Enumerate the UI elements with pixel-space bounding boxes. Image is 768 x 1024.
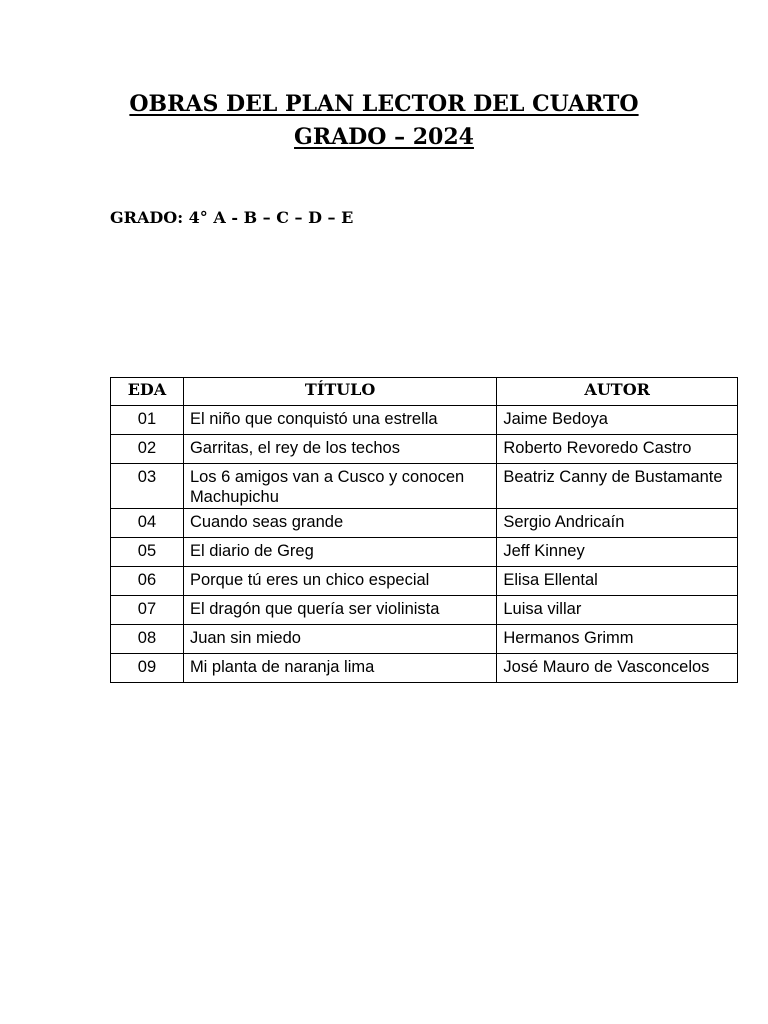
table-row bbox=[111, 567, 738, 596]
cell-titulo: El diario de Greg bbox=[183, 538, 496, 567]
table-row bbox=[111, 435, 738, 464]
grade-label: GRADO: 4° A - B – C – D – E bbox=[110, 208, 354, 227]
cell-autor: José Mauro de Vasconcelos bbox=[497, 654, 738, 683]
cell-autor: Sergio Andricaín bbox=[497, 509, 738, 538]
cell-eda: 04 bbox=[111, 509, 184, 538]
cell-titulo: Cuando seas grande bbox=[183, 509, 496, 538]
reading-plan-table bbox=[110, 377, 738, 683]
column-header-eda: EDA bbox=[111, 378, 184, 406]
cell-titulo: Porque tú eres un chico especial bbox=[183, 567, 496, 596]
cell-autor: Hermanos Grimm bbox=[497, 625, 738, 654]
table-header-row bbox=[111, 378, 738, 406]
cell-autor: Roberto Revoredo Castro bbox=[497, 435, 738, 464]
cell-titulo: Los 6 amigos van a Cusco y conocen Machupichu bbox=[183, 464, 496, 509]
table-row bbox=[111, 596, 738, 625]
title-line-1: OBRAS DEL PLAN LECTOR DEL CUARTO bbox=[129, 91, 639, 117]
cell-autor: Elisa Ellental bbox=[497, 567, 738, 596]
cell-eda: 03 bbox=[111, 464, 184, 509]
cell-eda: 09 bbox=[111, 654, 184, 683]
cell-eda: 07 bbox=[111, 596, 184, 625]
table-row bbox=[111, 654, 738, 683]
table-row bbox=[111, 538, 738, 567]
cell-titulo: El dragón que quería ser violinista bbox=[183, 596, 496, 625]
column-header-titulo: TÍTULO bbox=[183, 378, 496, 406]
table-row bbox=[111, 509, 738, 538]
cell-autor: Beatriz Canny de Bustamante bbox=[497, 464, 738, 509]
cell-titulo: Mi planta de naranja lima bbox=[183, 654, 496, 683]
cell-eda: 02 bbox=[111, 435, 184, 464]
cell-eda: 05 bbox=[111, 538, 184, 567]
cell-eda: 08 bbox=[111, 625, 184, 654]
column-header-autor: AUTOR bbox=[497, 378, 738, 406]
cell-autor: Jaime Bedoya bbox=[497, 406, 738, 435]
cell-titulo: Juan sin miedo bbox=[183, 625, 496, 654]
table-row bbox=[111, 464, 738, 509]
cell-titulo: El niño que conquistó una estrella bbox=[183, 406, 496, 435]
cell-titulo: Garritas, el rey de los techos bbox=[183, 435, 496, 464]
cell-eda: 01 bbox=[111, 406, 184, 435]
title-line-2: GRADO – 2024 bbox=[294, 124, 474, 150]
table-row bbox=[111, 625, 738, 654]
cell-autor: Jeff Kinney bbox=[497, 538, 738, 567]
cell-autor: Luisa villar bbox=[497, 596, 738, 625]
page-title bbox=[0, 88, 768, 154]
table-row bbox=[111, 406, 738, 435]
cell-eda: 06 bbox=[111, 567, 184, 596]
